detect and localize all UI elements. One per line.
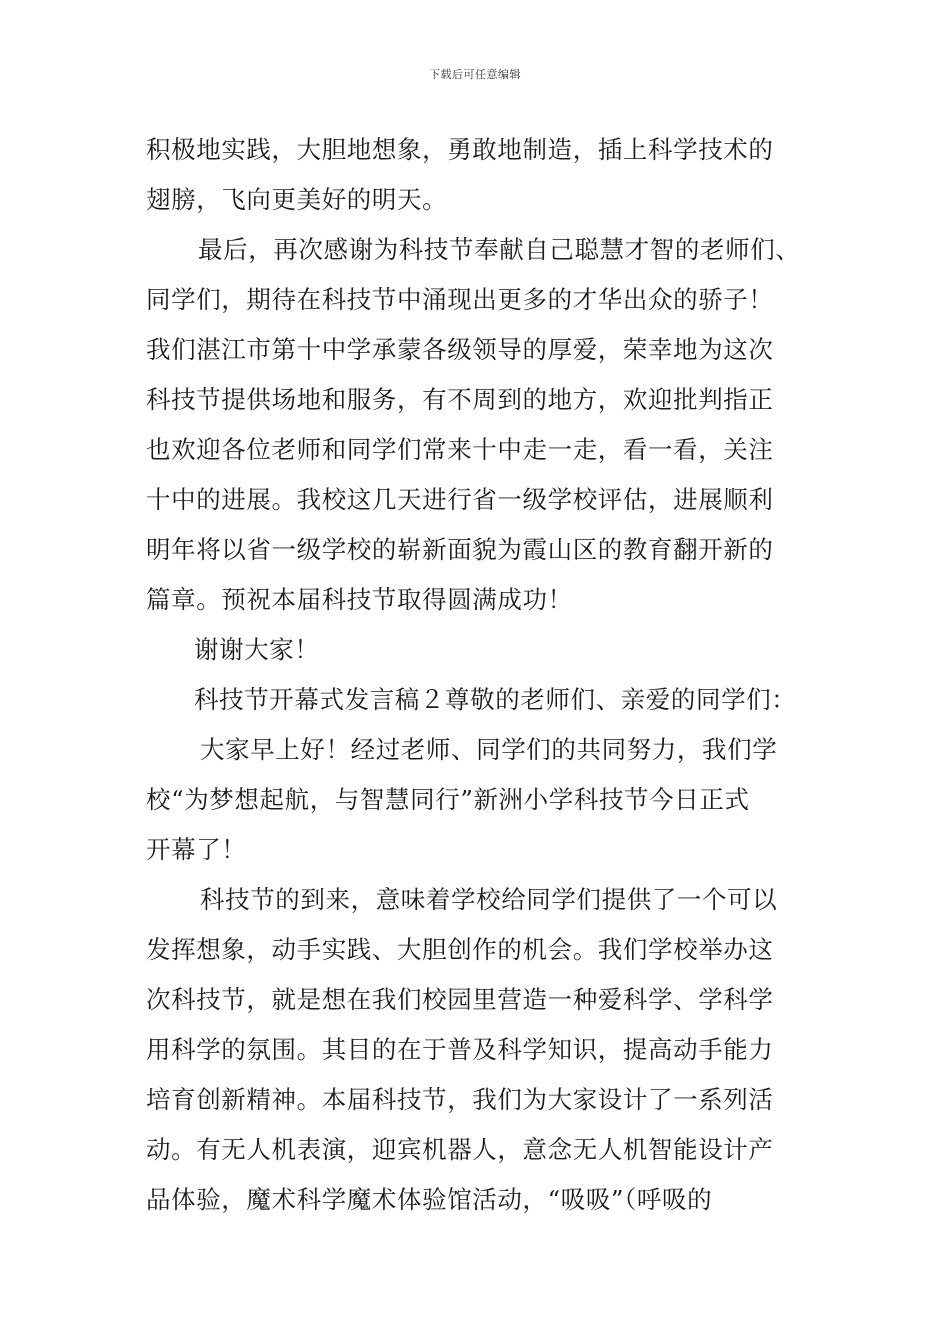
text-line: 校“为梦想起航，与智慧同行”新洲小学科技节今日正式 (146, 785, 750, 814)
text-line: 动。有无人机表演，迎宾机器人，意念无人机智能设计产 (146, 1135, 774, 1164)
text-line: 积极地实践，大胆地想象，勇敢地制造，插上科学技术的 (146, 135, 774, 164)
text-line: 科技节开幕式发言稿２尊敬的老师们、亲爱的同学们： (194, 685, 797, 714)
text-line: 明年将以省一级学校的崭新面貌为霞山区的教育翻开新的 (146, 535, 774, 564)
text-line: 篇章。预祝本届科技节取得圆满成功！ (146, 585, 573, 614)
text-line: 次科技节，就是想在我们校园里营造一种爱科学、学科学 (146, 985, 774, 1014)
text-line: 大家早上好！经过老师、同学们的共同努力，我们学 (200, 735, 778, 764)
text-line: 最后，再次感谢为科技节奉献自己聪慧才智的老师们、 (198, 235, 801, 264)
text-line: 开幕了！ (146, 835, 247, 864)
text-line: 科技节的到来，意味着学校给同学们提供了一个可以 (200, 885, 778, 914)
text-line: 培育创新精神。本届科技节，我们为大家设计了一系列活 (146, 1085, 774, 1114)
text-line: 同学们，期待在科技节中涌现出更多的才华出众的骄子！ (146, 285, 774, 314)
text-line: 谢谢大家！ (194, 635, 320, 664)
text-line: 品体验，魔术科学魔术体验馆活动，“吸吸”（呼吸的 (146, 1185, 713, 1214)
text-line: 发挥想象，动手实践、大胆创作的机会。我们学校举办这 (146, 935, 774, 964)
text-line: 翅膀，飞向更美好的明天。 (146, 185, 448, 214)
text-line: 我们湛江市第十中学承蒙各级领导的厚爱，荣幸地为这次 (146, 335, 774, 364)
text-line: 十中的进展。我校这几天进行省一级学校评估，进展顺利 (146, 485, 774, 514)
text-line: 用科学的氛围。其目的在于普及科学知识，提高动手能力 (146, 1035, 774, 1064)
page-header: 下载后可任意编辑 (429, 68, 521, 81)
text-line: 科技节提供场地和服务，有不周到的地方，欢迎批判指正 (146, 385, 774, 414)
text-line: 也欢迎各位老师和同学们常来十中走一走，看一看，关注 (146, 435, 774, 464)
